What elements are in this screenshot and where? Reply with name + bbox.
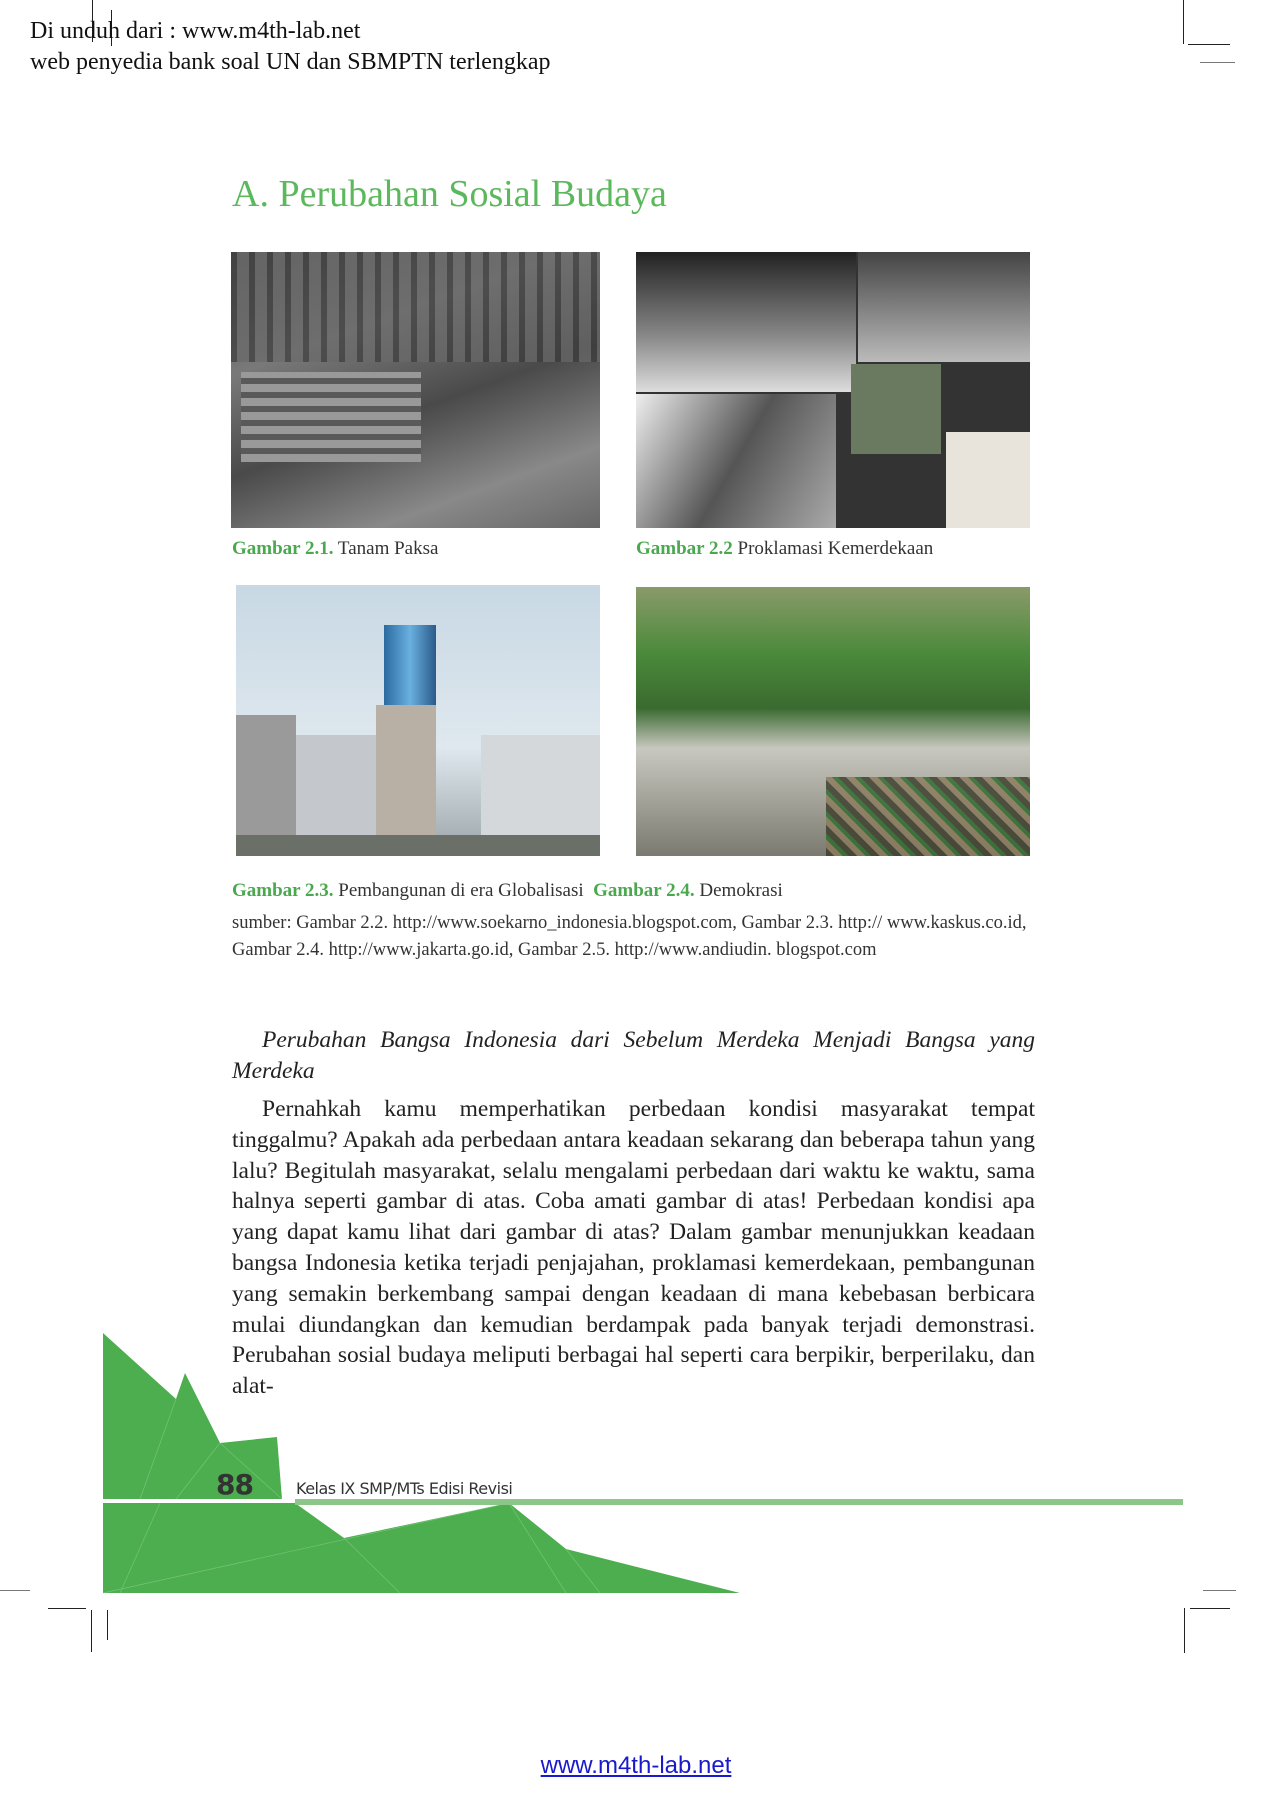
section-title: A. Perubahan Sosial Budaya xyxy=(232,173,667,215)
figure-caption: Gambar 2.1. Tanam Paksa xyxy=(232,538,439,559)
body-paragraph: Pernahkah kamu memperhatikan perbedaan kondisi masyarakat tempat tinggalmu? Apakah ada perbedaan antara keadaan sekarang dan beberapa tahun yang lalu? Begitulah masyarakat, selalu mengalami perbedaan dari waktu ke waktu, sama halnya seperti gambar di atas. Coba amati gambar di atas! Perbedaan kondisi apa yang dapat kamu lihat dari gambar di atas? Dalam gambar menunjukkan keadaan bangsa Indonesia ketika terjadi penjajahan, proklamasi kemerdekaan, pembangunan yang semakin berkembang sampai dengan keadaan di mana kebebasan berbicara mulai diundangkan dan kemudian berdampak pada banyak terjadi demonstrasi. Perubahan sosial budaya meliputi berbagai hal seperti cara berpikir, berperilaku, dan alat- xyxy=(232,1096,1035,1400)
download-source-line: Di unduh dari : www.m4th-lab.net xyxy=(30,18,361,44)
footer-url xyxy=(0,1752,1272,1780)
subheading: Perubahan Bangsa Indonesia dari Sebelum Merdeka Menjadi Bangsa yang Merdeka xyxy=(232,1027,1035,1084)
green-shape-lower xyxy=(103,1503,740,1593)
footer-bar xyxy=(295,1499,1183,1505)
green-shape-upper xyxy=(103,1333,282,1499)
site-link[interactable]: www.m4th-lab.net xyxy=(540,1752,732,1779)
download-tagline: web penyedia bank soal UN dan SBMPTN terlengkap xyxy=(30,49,551,75)
figure-caption-row: Gambar 2.3. Pembangunan di era Globalisasi Gambar 2.4. Demokrasi xyxy=(232,880,783,901)
figure-caption: Gambar 2.2 Proklamasi Kemerdekaan xyxy=(636,538,934,559)
image-sources: sumber: Gambar 2.2. http://www.soekarno_indonesia.blogspot.com, Gambar 2.3. http:// www.kaskus.co.id, Gambar 2.4. http://www.jakarta.go.id, Gambar 2.5. http://www.andiudin. blogspot.com xyxy=(232,913,1027,960)
page-number: 88 xyxy=(216,1468,253,1501)
book-title: Kelas IX SMP/MTs Edisi Revisi xyxy=(296,1479,513,1498)
